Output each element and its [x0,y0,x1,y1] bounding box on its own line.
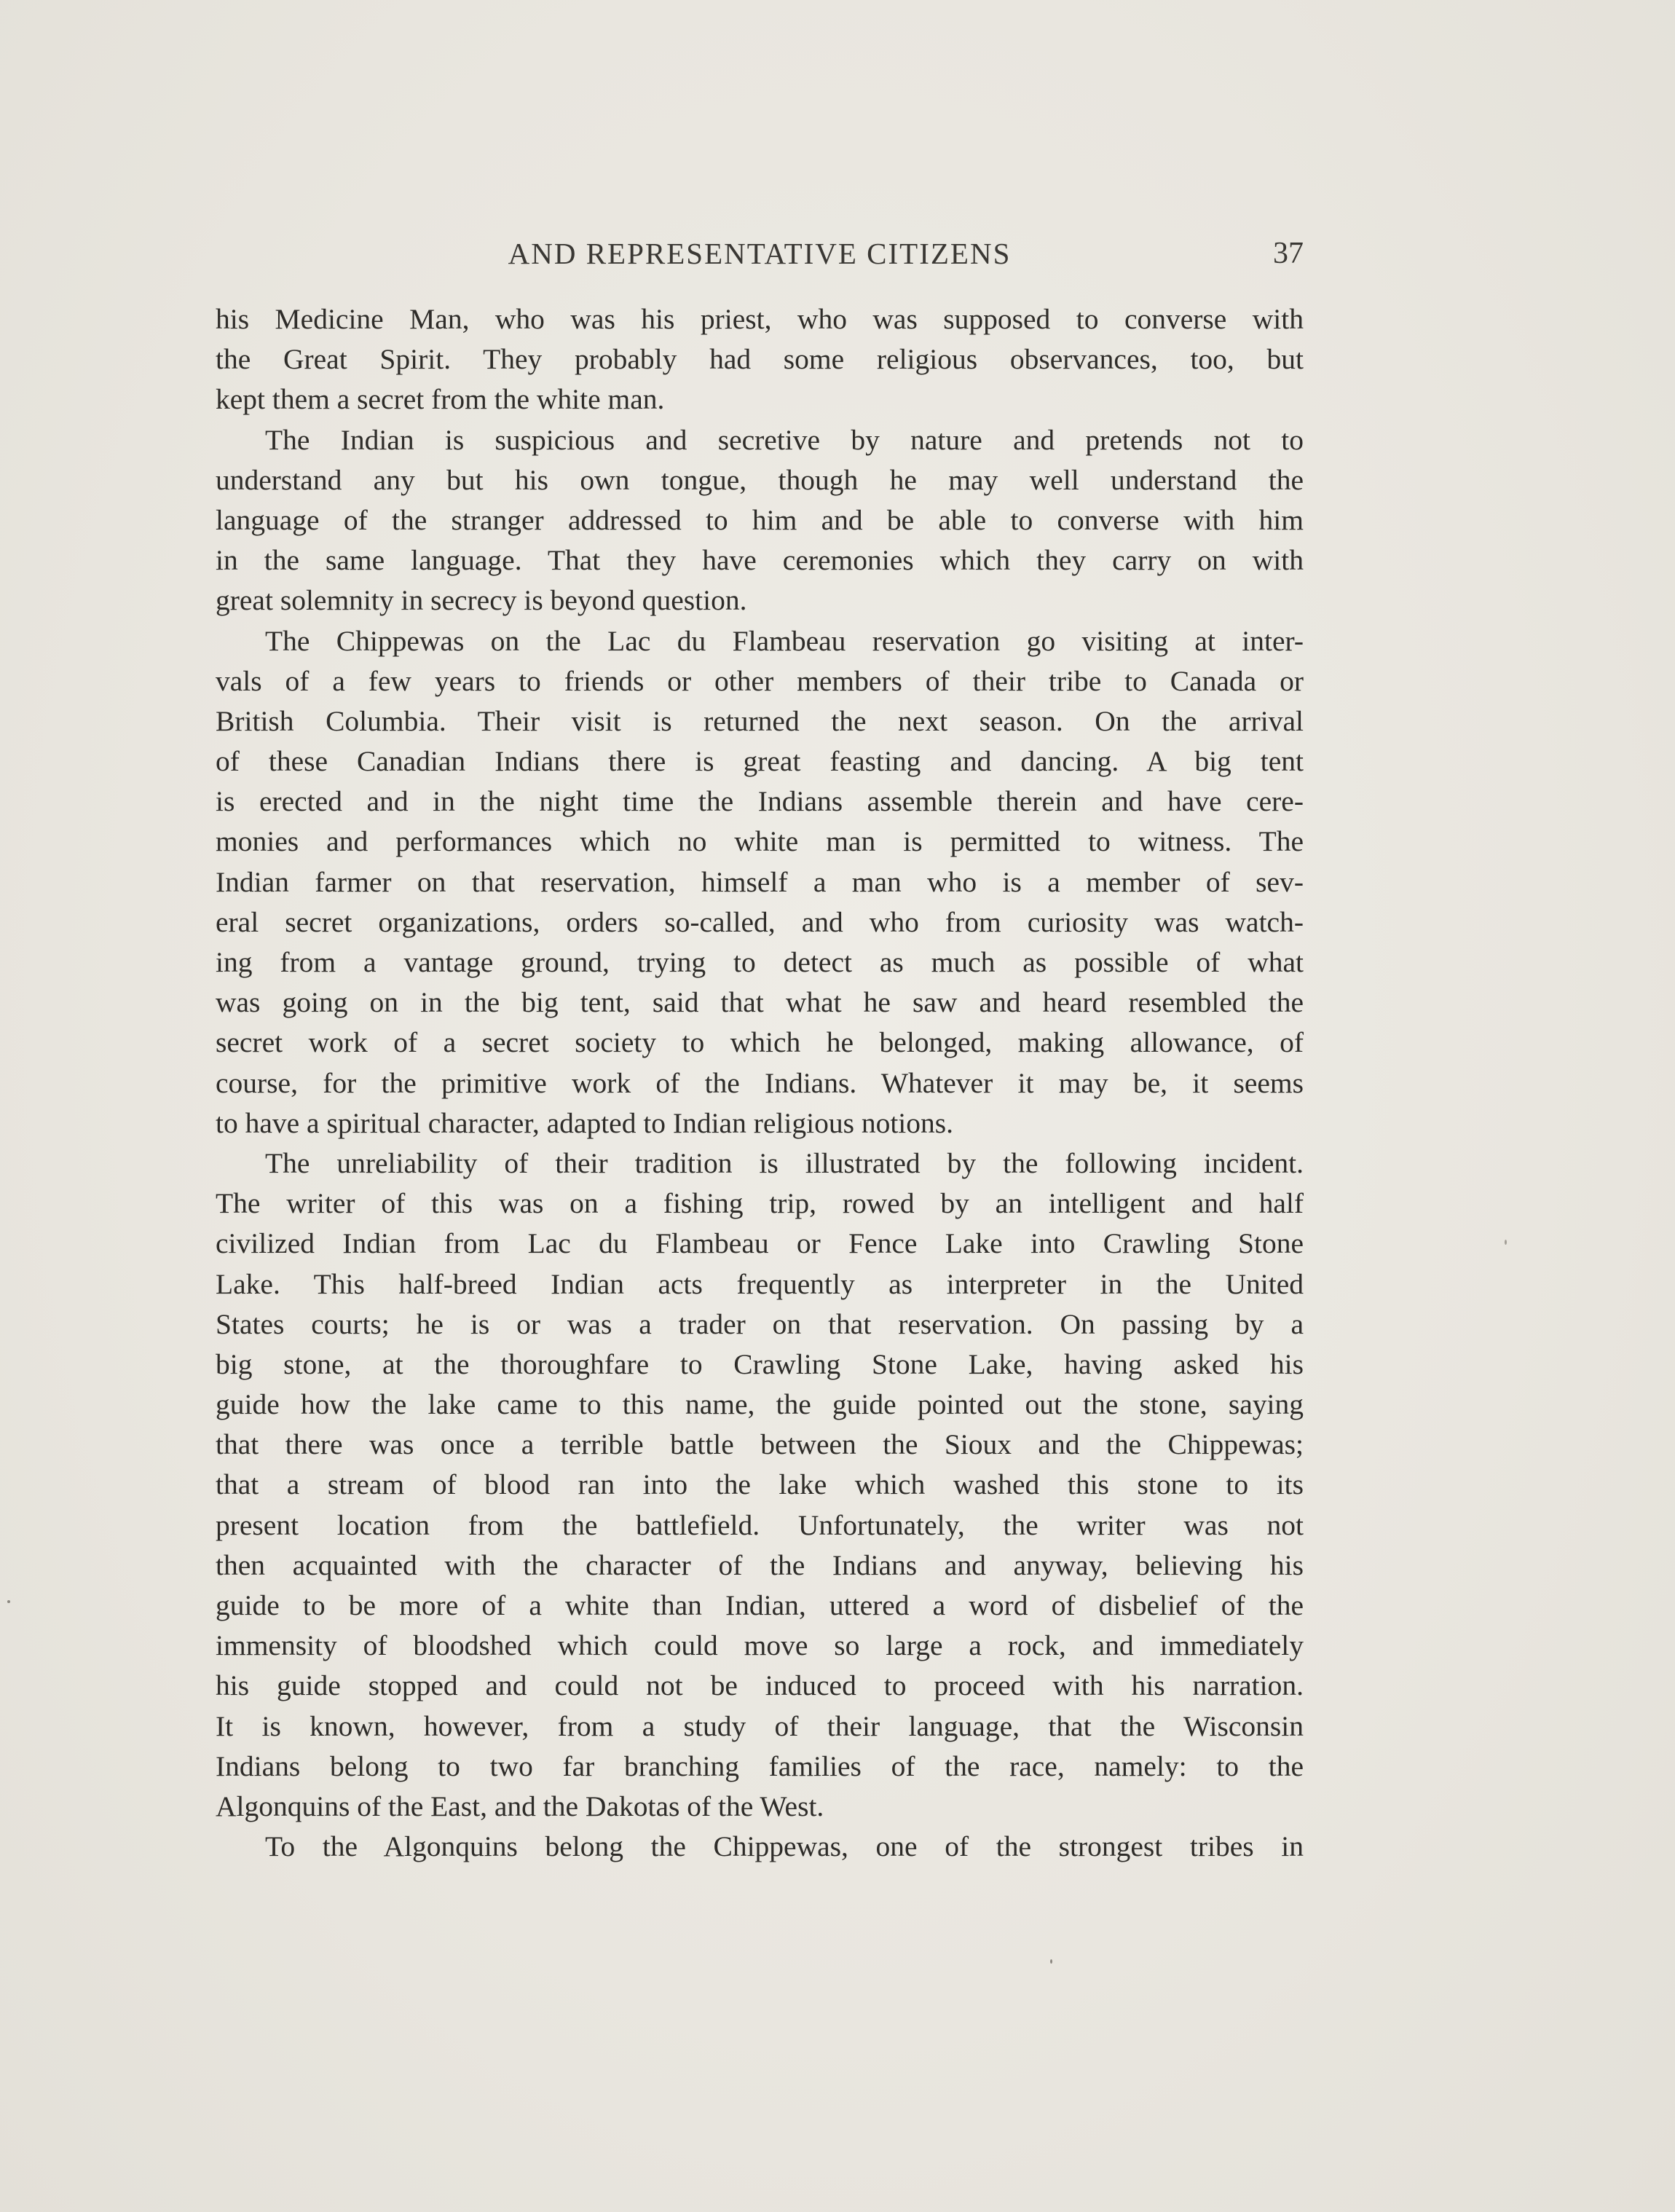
text-line: secret work of a secret society to which he belonged, making allowance, of [216,1026,1304,1059]
text-line: vals of a few years to friends or other members of their tribe to Canada or [216,664,1304,697]
text-line: Indian farmer on that reservation, himself a man who is a member of sev- [216,865,1304,898]
text-line: his Medicine Man, who was his priest, who was supposed to converse with [216,303,1304,335]
text-line: Algonquins of the East, and the Dakotas of the West. [216,1790,824,1822]
text-line: Indians belong to two far branching families of the race, namely: to the [216,1749,1304,1782]
text-line: Lake. This half-breed Indian acts frequently as interpreter in the United [216,1267,1304,1300]
text-line: immensity of bloodshed which could move so large a rock, and immediately [216,1629,1304,1662]
text-line: The unreliability of their tradition is illustrated by the following incident. [265,1146,1304,1179]
page-number: 37 [1273,237,1304,270]
text-line: guide to be more of a white than Indian, uttered a word of disbelief of the [216,1589,1304,1621]
text-line: States courts; he is or was a trader on that reservation. On passing by a [216,1307,1304,1340]
text-line: To the Algonquins belong the Chippewas, one of the strongest tribes in [265,1830,1304,1863]
text-line: great solemnity in secrecy is beyond question. [216,584,747,617]
text-line: kept them a secret from the white man. [216,383,665,416]
text-line: in the same language. That they have ceremonies which they carry on with [216,544,1304,577]
text-line: the Great Spirit. They probably had some religious observances, too, but [216,343,1304,376]
text-line: of these Canadian Indians there is great feasting and dancing. A big tent [216,745,1304,778]
paper-speck [1505,1240,1507,1245]
text-line: that a stream of blood ran into the lake which washed this stone to its [216,1468,1304,1501]
text-line: then acquainted with the character of the Indians and anyway, believing his [216,1548,1304,1581]
text-line: was going on in the big tent, said that what he saw and heard resembled the [216,986,1304,1019]
text-line: ing from a vantage ground, trying to detect as much as possible of what [216,946,1304,978]
text-line: language of the stranger addressed to him and be able to converse with him [216,503,1304,536]
paper-speck [1050,1959,1052,1964]
text-line: British Columbia. Their visit is returned the next season. On the arrival [216,704,1304,737]
text-line: present location from the battlefield. Unfortunately, the writer was not [216,1508,1304,1541]
text-line: big stone, at the thoroughfare to Crawling Stone Lake, having asked his [216,1347,1304,1380]
text-line: his guide stopped and could not be induced to proceed with his narration. [216,1669,1304,1702]
text-line: guide how the lake came to this name, the guide pointed out the stone, saying [216,1388,1304,1421]
text-line: monies and performances which no white man is permitted to witness. The [216,825,1304,858]
text-line: is erected and in the night time the Indians assemble therein and have cere- [216,785,1304,818]
text-line: to have a spiritual character, adapted to Indian religious notions. [216,1106,954,1139]
paper-speck [7,1600,10,1603]
text-line: The Indian is suspicious and secretive by nature and pretends not to [265,423,1304,456]
text-line: course, for the primitive work of the Indians. Whatever it may be, it seems [216,1066,1304,1099]
text-line: The writer of this was on a fishing trip, rowed by an intelligent and half [216,1187,1304,1220]
text-line: eral secret organizations, orders so-called, and who from curiosity was watch- [216,905,1304,938]
text-line: understand any but his own tongue, though he may well understand the [216,463,1304,496]
running-title: AND REPRESENTATIVE CITIZENS [508,237,1012,270]
running-head [216,232,1304,275]
body-text [216,299,1304,1867]
text-line: It is known, however, from a study of their language, that the Wisconsin [216,1709,1304,1742]
text-line: The Chippewas on the Lac du Flambeau reservation go visiting at inter- [265,624,1304,657]
text-line: that there was once a terrible battle between the Sioux and the Chippewas; [216,1428,1304,1461]
text-line: civilized Indian from Lac du Flambeau or Fence Lake into Crawling Stone [216,1227,1304,1260]
